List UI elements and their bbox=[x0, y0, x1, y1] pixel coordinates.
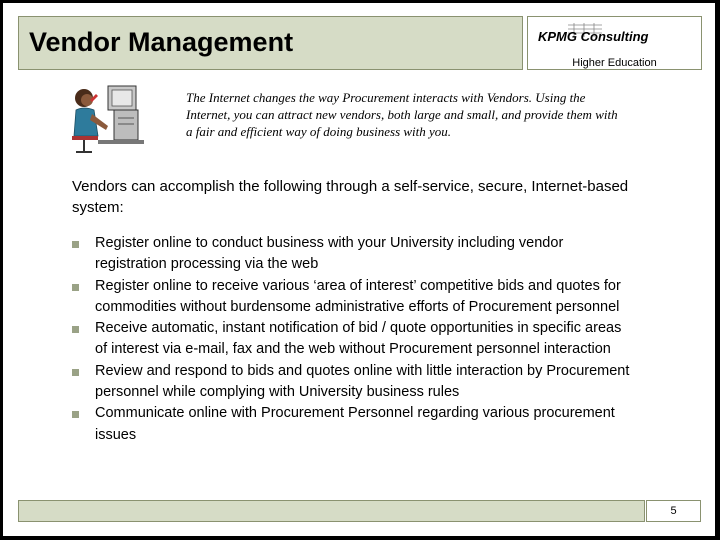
square-bullet-icon bbox=[72, 369, 79, 376]
square-bullet-icon bbox=[72, 411, 79, 418]
list-item bbox=[70, 361, 630, 404]
list-item bbox=[70, 403, 630, 446]
list-item-text: Receive automatic, instant notification of bid / quote opportunities in specific areas of interest via e-mail, fax and the web without Procurement personnel interaction bbox=[95, 320, 622, 358]
page-number: 5 bbox=[646, 500, 701, 522]
square-bullet-icon bbox=[72, 326, 79, 333]
list-item-text: Register online to conduct business with your University including vendor registration processing via the web bbox=[95, 235, 564, 273]
bullet-list bbox=[70, 233, 630, 446]
logo-text: KPMG Consulting bbox=[538, 29, 649, 44]
list-item-text: Register online to receive various ‘area of interest’ competitive bids and quotes for commodities without burdensome administrative efforts of Procurement personnel bbox=[95, 277, 621, 315]
list-item bbox=[70, 233, 630, 276]
list-item bbox=[70, 276, 630, 319]
page-title: Vendor Management bbox=[29, 27, 294, 57]
footer-band bbox=[18, 500, 645, 522]
person-at-computer-icon bbox=[68, 80, 148, 156]
title-band bbox=[18, 16, 523, 70]
square-bullet-icon bbox=[72, 284, 79, 291]
list-item-text: Review and respond to bids and quotes online with little interaction by Procurement personnel while complying with University business rules bbox=[95, 362, 630, 401]
square-bullet-icon bbox=[72, 241, 79, 248]
list-item-text: Communicate online with Procurement Personnel regarding various procurement issues bbox=[95, 405, 615, 443]
logo-subtitle: Higher Education bbox=[572, 57, 657, 69]
lead-text: Vendors can accomplish the following through a self-service, secure, Internet-based system: bbox=[72, 178, 629, 216]
logo-box bbox=[527, 16, 702, 70]
intro-text: The Internet changes the way Procurement interacts with Vendors. Using the Internet, you can attract new vendors, both large and small, and provide them with a fair and efficient way of doing business with you. bbox=[186, 90, 618, 139]
list-item bbox=[70, 318, 630, 361]
